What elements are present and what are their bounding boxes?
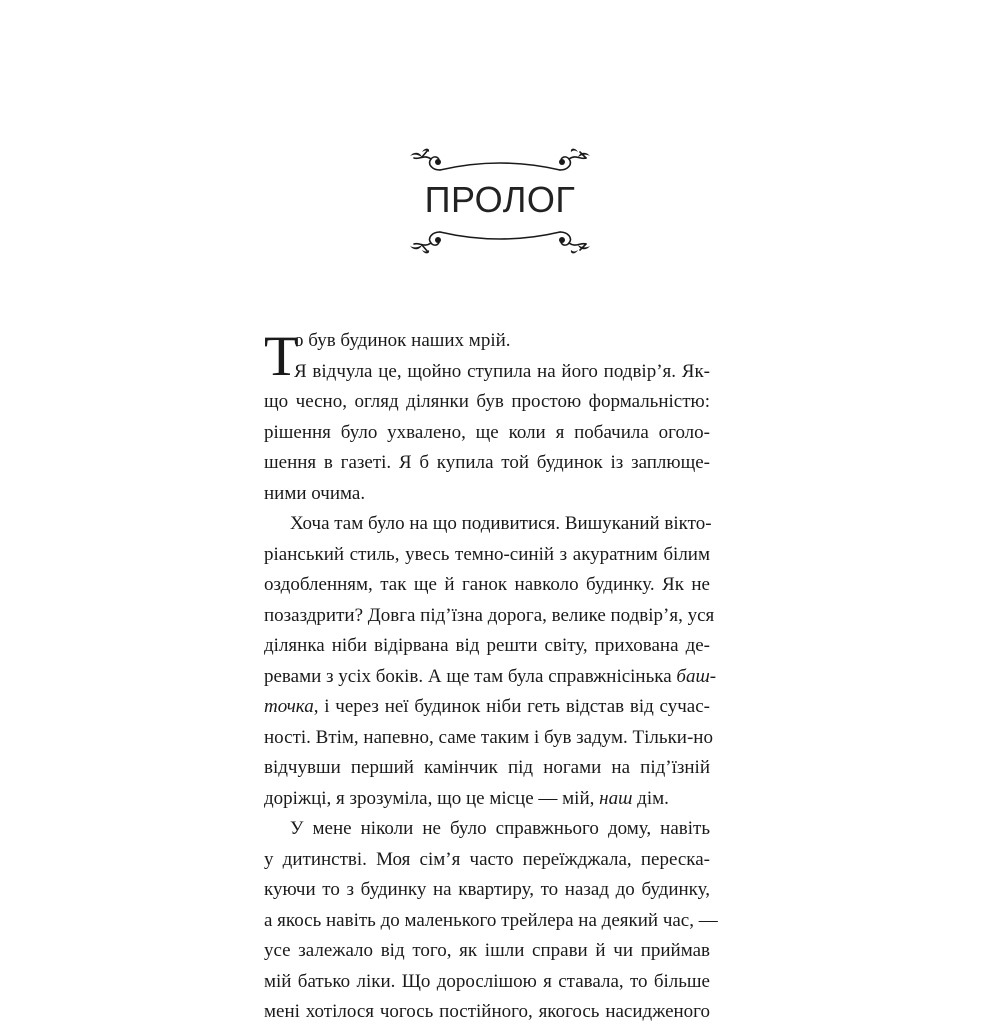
text-line: позаздрити? Довга під’їзна дорога, велике подвір’я, уся — [264, 604, 715, 626]
drop-cap: Т — [264, 325, 299, 388]
text-line: у дитинстві. Моя сім’я часто переїжджала, переска- — [264, 848, 710, 870]
text-line: Я відчула це, щойно ступила на його подвір’я. Як- — [294, 360, 710, 382]
text-line: Хоча там було на що подивитися. Вишуканий вікто- — [290, 513, 712, 534]
text-line: ріанський стиль, увесь темно-синій з акуратним білим — [264, 543, 710, 565]
line-text: о був будинок наших мрій. — [294, 330, 511, 351]
text-line: усе залежало від того, як ішли справи й чи приймав — [264, 940, 710, 961]
text-line: ності. Втім, напевно, саме таким і був задум. Тільки-но — [264, 726, 713, 748]
flourish-top-icon — [400, 140, 600, 180]
text-line: мені хотілося чогось постійного, якогось насидженого — [264, 1001, 710, 1022]
text-line: ними очима. — [264, 482, 366, 504]
text-line: мій батько ліки. Що дорослішою я ставала, то більше — [264, 970, 710, 992]
text-line: доріжці, я зрозуміла, що це місце — мій, наш дім. — [264, 787, 669, 809]
text-line: У мене ніколи не було справжнього дому, навіть — [290, 818, 710, 839]
text-line: а якось навіть до маленького трейлера на деякий час, — — [264, 909, 718, 931]
body-text — [264, 325, 718, 1028]
text-line: точка, і через неї будинок ніби геть відстав від сучас- — [264, 696, 710, 717]
text-line: ревами з усіх боків. А ще там була справжнісінька баш- — [264, 665, 717, 687]
text-line: рішення було ухвалено, ще коли я побачила оголо- — [264, 421, 710, 443]
text-line: що чесно, огляд ділянки був простою формальністю: — [264, 391, 710, 412]
chapter-title: ПРОЛОГ — [424, 179, 576, 220]
text-line: відчувши перший камінчик під ногами на під’їзній — [264, 757, 710, 778]
text-line: оздобленням, так ще й ганок навколо будинку. Як не — [264, 574, 710, 595]
text-line: ділянка ніби відірвана від решти світу, прихована де- — [264, 635, 710, 656]
text-line: шення в газеті. Я б купила той будинок із заплюще- — [264, 452, 710, 473]
text-line: куючи то з будинку на квартиру, то назад до будинку, — [264, 879, 710, 900]
flourish-bottom-icon — [400, 222, 600, 262]
